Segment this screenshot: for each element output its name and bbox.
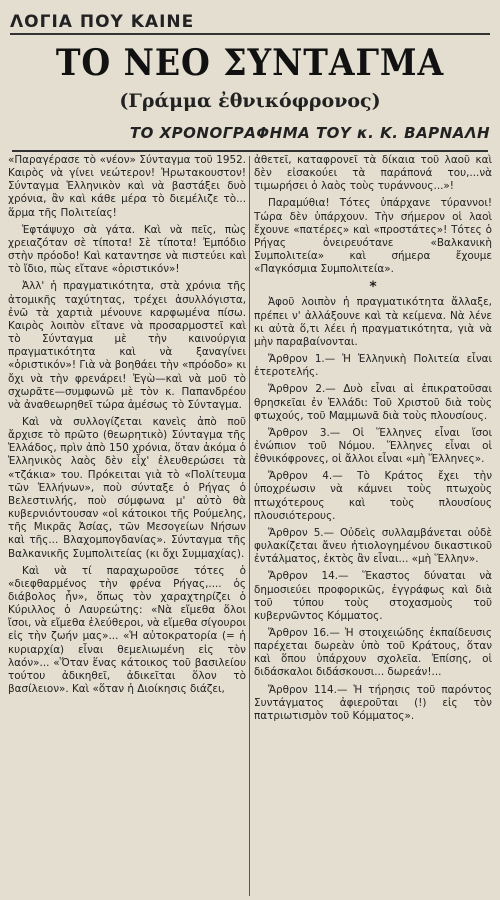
article-title: ΤΟ ΝΕΟ ΣΥΝΤΑΓΜΑ — [55, 42, 445, 84]
article-1: Ἄρθρον 1.— Ἡ Ἑλληνικὴ Πολιτεία εἶναι ἑτεροτελής. — [254, 353, 492, 379]
article-5: Ἄρθρον 5.— Οὐδεὶς συλλαμβάνεται οὐδὲ φυλακίζεται ἄνευ ἠτιολογημένου δικαστικοῦ ἐντάλματος, ἐκτὸς ἂν εἶναι... «μὴ Ἕλλην». — [254, 526, 492, 566]
article-16: Ἄρθρον 16.— Ἡ στοιχειώδης ἐκπαίδευσις παρέχεται δωρεὰν ὑπὸ τοῦ Κράτους, ὅταν καὶ ὅπου ὑπάρχουν σχολεῖα. Ἐπίσης, οἱ διδάσκαλοι διδάσκουσι... δωρεάν!... — [254, 627, 492, 679]
article-14: Ἄρθρον 14.— Ἕκαστος δύναται νὰ δημοσιεύει προφορικῶς, ἐγγράφως καὶ διὰ τοῦ τύπου τοὺς στοχασμοὺς τοῦ κυβερνῶντος Κόμματος. — [254, 570, 492, 622]
paragraph: Ἀφοῦ λοιπὸν ἡ πραγματικότητα ἄλλαξε, πρέπει ν' ἀλλάξουνε καὶ τὰ κείμενα. Νὰ λένε κι αὐτὰ ὅ,τι λέει ἡ πραγματικότητα, γιὰ νὰ μὴν παραβαίνονται. — [254, 296, 492, 348]
article-3: Ἄρθρον 3.— Οἱ Ἕλληνες εἶναι ἴσοι ἐνώπιον τοῦ Νόμου. Ἕλληνες εἶναι οἱ ἐθνικόφρονες, οἱ ἄλλοι εἶναι «μὴ Ἕλληνες». — [254, 426, 492, 466]
section-rule — [10, 33, 490, 35]
article-subtitle: (Γράμμα ἐθνικόφρονος) — [119, 90, 381, 112]
article-byline: ΤΟ ΧΡΟΝΟΓΡΑΦΗΜΑ ΤΟΥ κ. Κ. ΒΑΡΝΑΛΗ — [129, 124, 490, 142]
article-114: Ἄρθρον 114.— Ἡ τήρησις τοῦ παρόντος Συντάγματος ἀφιεροῦται (!) εἰς τὸν πατριωτισμὸν τοῦ Κόμματος». — [254, 683, 492, 722]
paragraph: Ἀλλ' ἡ πραγματικότητα, στὰ χρόνια τῆς ἀτομικῆς ταχύτητας, τρέχει ἀσυλλόγιστα, ἐνῶ τὰ χαρτιὰ μένουνε καρφωμένα πίσω. Καιρὸς λοιπὸν εἴτανε νὰ προσαρμοστεῖ καὶ τὸ Σύνταγμα μὲ τὴν καινούργια πραγματικότητα καὶ νὰ ξαναγίνει «ὁριστικόν»! Γιὰ νὰ βοηθάει τὴν «πρόοδο» κι ὄχι νὰ τὴν φρενάρει! Ἐγὼ—καὶ νὰ μοῦ τὸ σχωρᾶτε—συμφωνῶ μὲ τὸν κ. Παπανδρέου νὰ ἀναθεωρηθεῖ τώρα ἀμέσως τὸ Σύνταγμα. — [8, 280, 246, 411]
article-2: Ἄρθρον 2.— Δυὸ εἶναι αἱ ἐπικρατοῦσαι θρησκεῖαι ἐν Ἑλλάδι: Τοῦ Χριστοῦ διὰ τοὺς φτωχούς, τοῦ Μαμμωνᾶ διὰ τοὺς πλουσίους. — [254, 383, 492, 422]
paragraph: ἀθετεῖ, καταφρονεῖ τὰ δίκαια τοῦ λαοῦ καὶ δὲν εἰσακούει τὰ παράπονά του,...νὰ τιμωρήσει ὁ λαὸς τοὺς τυράννους...»! — [254, 154, 492, 193]
column-divider — [249, 156, 250, 896]
section-label: ΛΟΓΙΑ ΠΟΥ ΚΑΙΝΕ — [10, 12, 195, 32]
paragraph: Παραμύθια! Τότες ὑπάρχανε τύραννοι! Τώρα δὲν ὑπάρχουν. Τὴν σήμερον οἱ λαοὶ ἔχουνε «πατέρες» καὶ «προστάτες»! Τότες ὁ Ρήγας ὀνειρευότανε «Βαλκανικὴ Συμπολιτεία» καὶ σήμερα ἔχουμε «Παγκόσμια Συμπολιτεία». — [254, 197, 492, 276]
byline-rule — [12, 150, 488, 152]
section-asterisk: * — [369, 279, 377, 296]
left-column — [8, 154, 246, 700]
article-4: Ἄρθρον 4.— Τὸ Κράτος ἔχει τὴν ὑποχρέωσιν νὰ κάμνει τοὺς πτωχοὺς πτωχότερους καὶ τοὺς πλουσίους πλουσιότερους. — [254, 470, 492, 522]
paragraph: Ἑφτάψυχο σὰ γάτα. Καὶ νὰ πεῖς, πὼς χρειαζόταν σὲ τίποτα! Σὲ τίποτα! Ἐμπόδιο στὴν πρόοδο! Καὶ καταντησε νὰ πιστεύει καὶ τὸ ἴδιο, πὼς εἴτανε «ὁριστικόν»! — [8, 223, 246, 276]
paragraph: Καὶ νὰ συλλογίζεται κανεὶς ἀπὸ ποῦ ἄρχισε τὸ πρῶτο (θεωρητικὸ) Σύνταγμα τῆς Ἑλλάδος, πρὶν ἀπὸ 150 χρόνια, ὅταν ἀκόμα ὁ Ἑλληνικὸς λαὸς δὲν εἶχ' ἐλευθερώσει τὰ «τζάκια» του. Πρόκειται γιὰ τὸ «Πολίτευμα τῶν Ἑλλήνων», ποὺ σύνταξε ὁ Ρήγας ὁ Βελεστινλής, ποὺ σύμφωνα μ' αὐτὸ θὰ κυβερνιόντουσαν «οἱ κάτοικοι τῆς Ρούμελης, τῆς Μικρᾶς Ἀσίας, τῶν Μεσογείων Νήσων καὶ τῆς... Βλαχομπογδανίας». Σύνταγμα τῆς Βαλκανικῆς Συμπολιτείας (κι ὄχι Συμμαχίας). — [8, 415, 246, 560]
paragraph: «Παραγέρασε τὸ «νέον» Σύνταγμα τοῦ 1952. Καιρὸς νὰ γίνει νεώτερον! Ἡρωτακουστον! Σύνταγμα Ἑλληνικὸν καὶ νὰ βαστάξει δυὸ χρόνια, ἂν καὶ κάθε μέρα τὸ διεμέλιζε τὸ... ἅρμα τῆς Πολιτείας! — [8, 154, 246, 219]
paragraph: Καὶ νὰ τί παραχωροῦσε τότες ὁ «διεφθαρμένος τὴν φρένα Ρήγας,.... ὁς διάβολος ἦν», ὅπως τὸν χαραχτηρίζει ὁ Κύριλλος ὁ Λαυρεώτης: «Νὰ εἴμεθα ὅλοι ἴσοι, νὰ εἴμεθα ἐλεύθεροι, νὰ εἴμεθα σίγουροι εἰς τὴν ζωήν μας»... «Ἡ αὐτοκρατορία (= ἡ κυριαρχία) εἶναι θεμελιωμένη εἰς τὸν λαόν»... «Ὅταν ἕνας κάτοικος τοῦ βασιλείου τούτου ἀδικηθεῖ, ἀδικεῖται ὅλον τὸ βασίλειον». Καὶ «ὅταν ἡ Διοίκησις διάζει, — [8, 564, 246, 696]
right-column — [254, 154, 492, 727]
